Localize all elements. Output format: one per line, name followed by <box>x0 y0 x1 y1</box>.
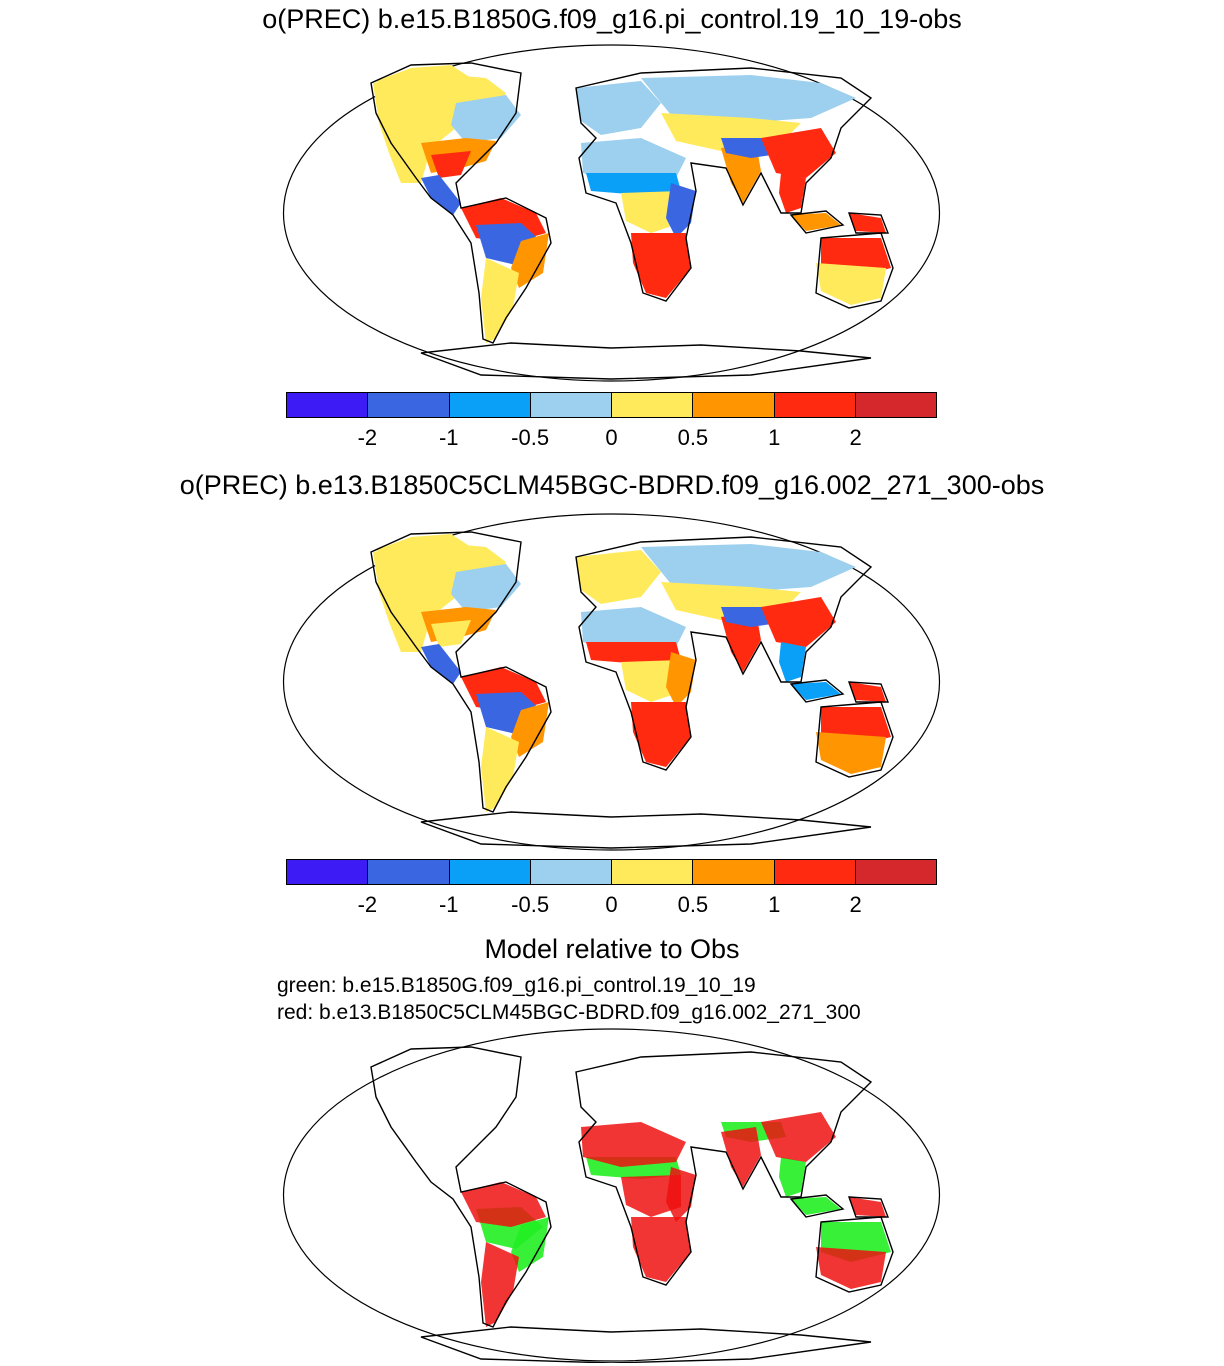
panel2-colorbar-labels <box>286 892 937 918</box>
colorbar-cell <box>449 392 531 418</box>
panel1-colorbar <box>286 392 937 418</box>
colorbar-cell <box>692 392 774 418</box>
colorbar-cell <box>530 859 612 885</box>
panel2-map <box>281 512 942 852</box>
colorbar-tick-label: -2 <box>357 892 378 917</box>
panel1-map <box>281 43 942 383</box>
colorbar-cell <box>286 392 368 418</box>
colorbar-cell <box>774 859 856 885</box>
comparison-title: Model relative to Obs <box>484 934 740 964</box>
colorbar-tick-label: 2 <box>849 425 862 450</box>
panel2-title: o(PREC) b.e13.B1850C5CLM45BGC-BDRD.f09_g16.002_271_300-obs <box>179 470 1045 500</box>
comparison-green-caption: green: b.e15.B1850G.f09_g16.pi_control.19_10_19 <box>277 974 756 997</box>
colorbar-cell <box>611 859 693 885</box>
colorbar-tick-label: -1 <box>438 425 459 450</box>
colorbar-tick-label: -0.5 <box>511 892 550 917</box>
colorbar-cell <box>286 859 368 885</box>
colorbar-cell <box>367 392 449 418</box>
colorbar-tick-label: 0 <box>605 425 618 450</box>
colorbar-cell <box>855 392 937 418</box>
colorbar-tick-label: 1 <box>768 892 781 917</box>
colorbar-tick-label: -0.5 <box>511 425 550 450</box>
colorbar-cell <box>530 392 612 418</box>
colorbar-tick-label: 0.5 <box>677 425 709 450</box>
colorbar-cell <box>692 859 774 885</box>
colorbar-tick-label: 1 <box>768 425 781 450</box>
comparison-red-caption: red: b.e13.B1850C5CLM45BGC-BDRD.f09_g16.002_271_300 <box>277 1001 861 1024</box>
colorbar-cell <box>611 392 693 418</box>
colorbar-cell <box>774 392 856 418</box>
panel1-colorbar-labels <box>286 425 937 451</box>
colorbar-tick-label: 0.5 <box>677 892 709 917</box>
comparison-map <box>281 1027 942 1363</box>
colorbar-tick-label: 0 <box>605 892 618 917</box>
colorbar-tick-label: -1 <box>438 892 459 917</box>
colorbar-cell <box>855 859 937 885</box>
panel1-title: o(PREC) b.e15.B1850G.f09_g16.pi_control.19_10_19-obs <box>262 4 962 34</box>
colorbar-cell <box>449 859 531 885</box>
colorbar-tick-label: -2 <box>357 425 378 450</box>
colorbar-tick-label: 2 <box>849 892 862 917</box>
map-frame <box>284 1029 940 1361</box>
panel2-colorbar <box>286 859 937 885</box>
colorbar-cell <box>367 859 449 885</box>
